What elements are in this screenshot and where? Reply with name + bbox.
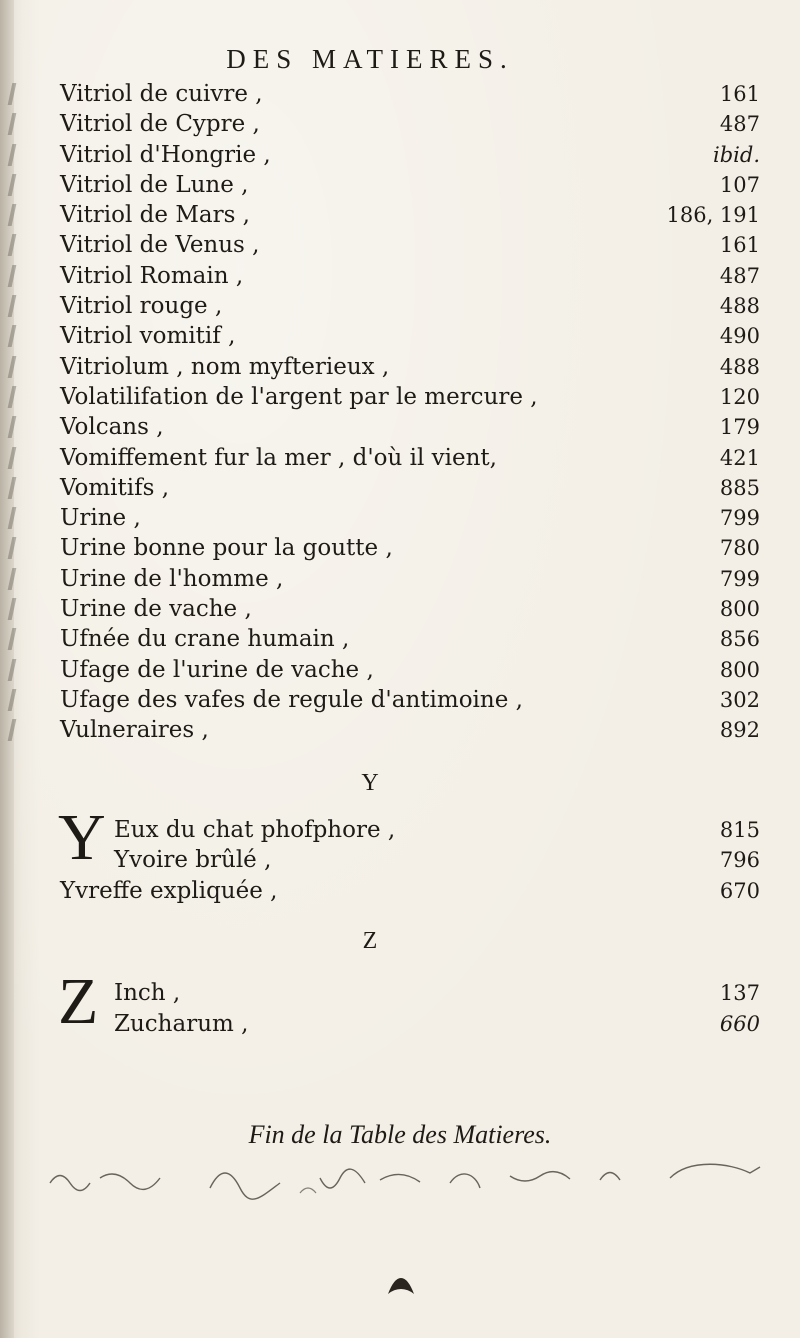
index-entry [60,594,760,624]
entry-term: Vitriol de cuivre , [60,81,263,107]
entry-term: Urine de l'homme , [60,565,284,592]
entry-page: 892 [719,718,760,743]
index-entry [60,655,760,685]
index-entry [60,140,760,170]
entry-page: 488 [719,354,760,379]
entry-term: Vitriolum , nom myfterieux , [60,353,390,380]
section-letter-z: Z [362,928,378,954]
entry-page: 799 [719,566,760,591]
index-entry [60,200,760,230]
entry-page: 815 [719,818,760,842]
entry-term: Volatilifation de l'argent par le mercure , [60,383,538,410]
index-entries [60,79,760,746]
index-entry [60,503,760,533]
entry-page: 179 [719,415,760,440]
entry-term: Yvreffe expliquée , [60,878,278,904]
entry-term: Volcans , [60,414,164,441]
index-entry [60,412,760,442]
entry-term: Yvoire brûlé , [114,847,272,873]
entry-page: 670 [719,879,760,903]
entry-page: 796 [719,848,760,872]
index-entry [60,533,760,563]
dropcap-y: Y [58,801,106,874]
entry-term: Urine bonne pour la goutte , [60,535,393,562]
entry-page: 421 [719,445,760,470]
index-entry [60,443,760,473]
entry-page: 799 [719,506,760,531]
entry-term: Inch , [114,980,181,1006]
index-entry [60,876,760,906]
index-entry [114,815,760,845]
entry-page: 490 [719,324,760,349]
index-entry [114,845,760,875]
index-entry [60,382,760,412]
entry-page: 107 [719,172,760,197]
entry-page: 186, 191 [666,203,760,228]
entry-page: 800 [719,657,760,682]
entry-page: 800 [719,597,760,622]
entry-page: 302 [719,687,760,712]
entry-term: Vulneraires , [60,717,209,744]
entry-page: 487 [719,263,760,288]
entry-page: 660 [719,1012,760,1036]
entry-page: 487 [719,112,760,137]
end-of-table-line: Fin de la Table des Matieres. [248,1120,552,1149]
index-entry [60,564,760,594]
index-entry [114,978,760,1008]
index-entry [114,1009,760,1039]
entry-term: Vitriol de Lune , [60,171,249,198]
dropcap-z: Z [58,965,99,1038]
entry-page: 780 [719,536,760,561]
page-header: DES MATIERES. [226,44,514,74]
index-entry [60,624,760,654]
index-entry [60,291,760,321]
entry-term: Vitriol vomitif , [60,323,236,350]
entry-term: Ufnée du crane humain , [60,626,350,653]
index-entry [60,261,760,291]
index-entry [60,170,760,200]
index-entry [60,685,760,715]
entry-term: Vomiffement fur la mer , d'où il vient, [60,444,497,471]
entry-term: Ufage des vafes de regule d'antimoine , [60,686,523,713]
entry-term: Vitriol rouge , [60,293,223,320]
entry-term: Vitriol de Venus , [60,232,260,259]
entry-page: 137 [719,981,760,1005]
entry-page: 885 [719,475,760,500]
entry-page: 120 [719,384,760,409]
index-entry [60,109,760,139]
index-entry [60,230,760,260]
entry-term: Vitriol d'Hongrie , [60,141,271,168]
index-entry [60,321,760,351]
entry-term: Eux du chat phofphore , [114,817,396,843]
index-entry [60,79,760,109]
entry-term: Vitriol de Cypre , [60,111,260,138]
entry-term: Ufage de l'urine de vache , [60,656,374,683]
entry-term: Vitriol Romain , [60,262,244,289]
entry-page: 488 [719,294,760,319]
entry-page: ibid. [713,142,760,167]
entry-term: Zucharum , [114,1011,249,1037]
index-entry [60,715,760,745]
ornament-icon [384,1274,418,1298]
entry-page: 856 [719,627,760,652]
entry-term: Urine de vache , [60,596,252,623]
entry-term: Vomitifs , [60,474,170,501]
entry-page: 161 [719,233,760,258]
entry-term: Vitriol de Mars , [60,202,250,229]
section-letter-y: Y [361,770,379,796]
entry-page: 161 [719,82,760,106]
entry-term: Urine , [60,505,141,532]
index-entry [60,473,760,503]
handwriting-scribble [30,1148,790,1208]
index-entry [60,352,760,382]
